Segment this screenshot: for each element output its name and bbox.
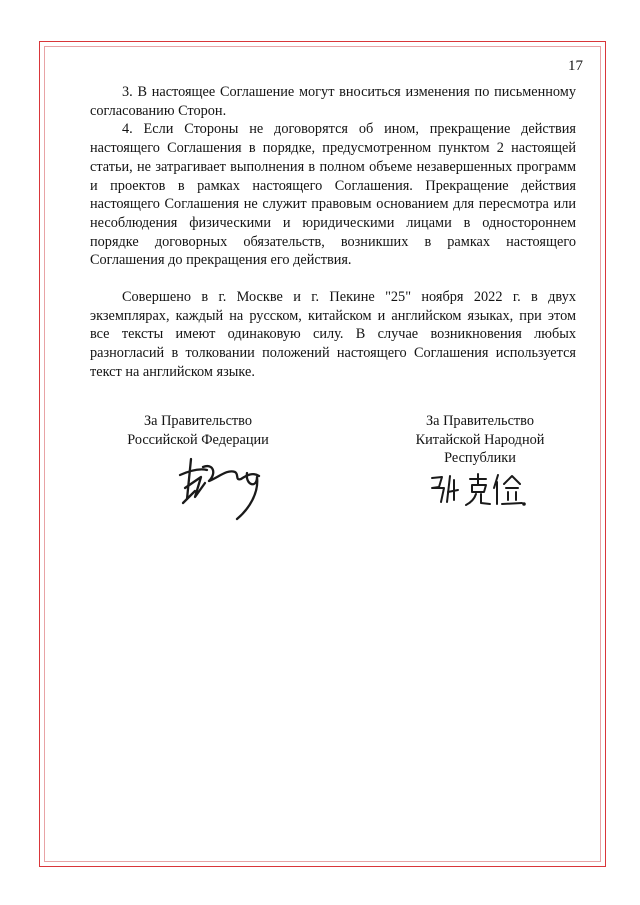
signatory-country: Российской Федерации bbox=[127, 431, 269, 448]
signatory-label: За Правительство bbox=[426, 413, 534, 429]
page-number: 17 bbox=[568, 58, 583, 74]
agreement-text bbox=[90, 83, 576, 382]
signatory-country-cont: Республики bbox=[444, 450, 516, 467]
signatory-label: За Правительство bbox=[144, 413, 252, 429]
clause-3: 3. В настоящее Соглашение могут вноситься изменения по письменному согласованию Сторон. bbox=[90, 84, 576, 119]
signatory-country: Китайской Народной bbox=[415, 431, 545, 448]
handwritten-signature-russia bbox=[177, 455, 272, 525]
clause-4: 4. Если Стороны не договорятся об ином, прекращение действия настоящего Соглашения в порядке, предусмотренном пунктом 2 настоящей статьи, не затрагивает выполнения в полном объеме незавершенных программ и проектов в рамках настоящего Соглашения. Прекращение действия настоящего Соглашения не служит правовым основанием для пересмотра или несоблюдения физическими и юридическими лицами в одностороннем порядке договорных обязательств, возникших в рамках настоящего Соглашения до прекращения его действия. bbox=[90, 121, 576, 269]
done-at-paragraph: Совершено в г. Москве и г. Пекине "25" ноября 2022 г. в двух экземплярах, каждый на русском, китайском и английском языках, при этом все тексты имеют одинаковую силу. В случае возникновения любых разногласий в толковании положений настоящего Соглашения используется текст на английском языке. bbox=[90, 289, 576, 380]
handwritten-signature-china bbox=[428, 470, 528, 510]
signatory-russia bbox=[98, 412, 298, 449]
signatory-china bbox=[380, 412, 580, 468]
